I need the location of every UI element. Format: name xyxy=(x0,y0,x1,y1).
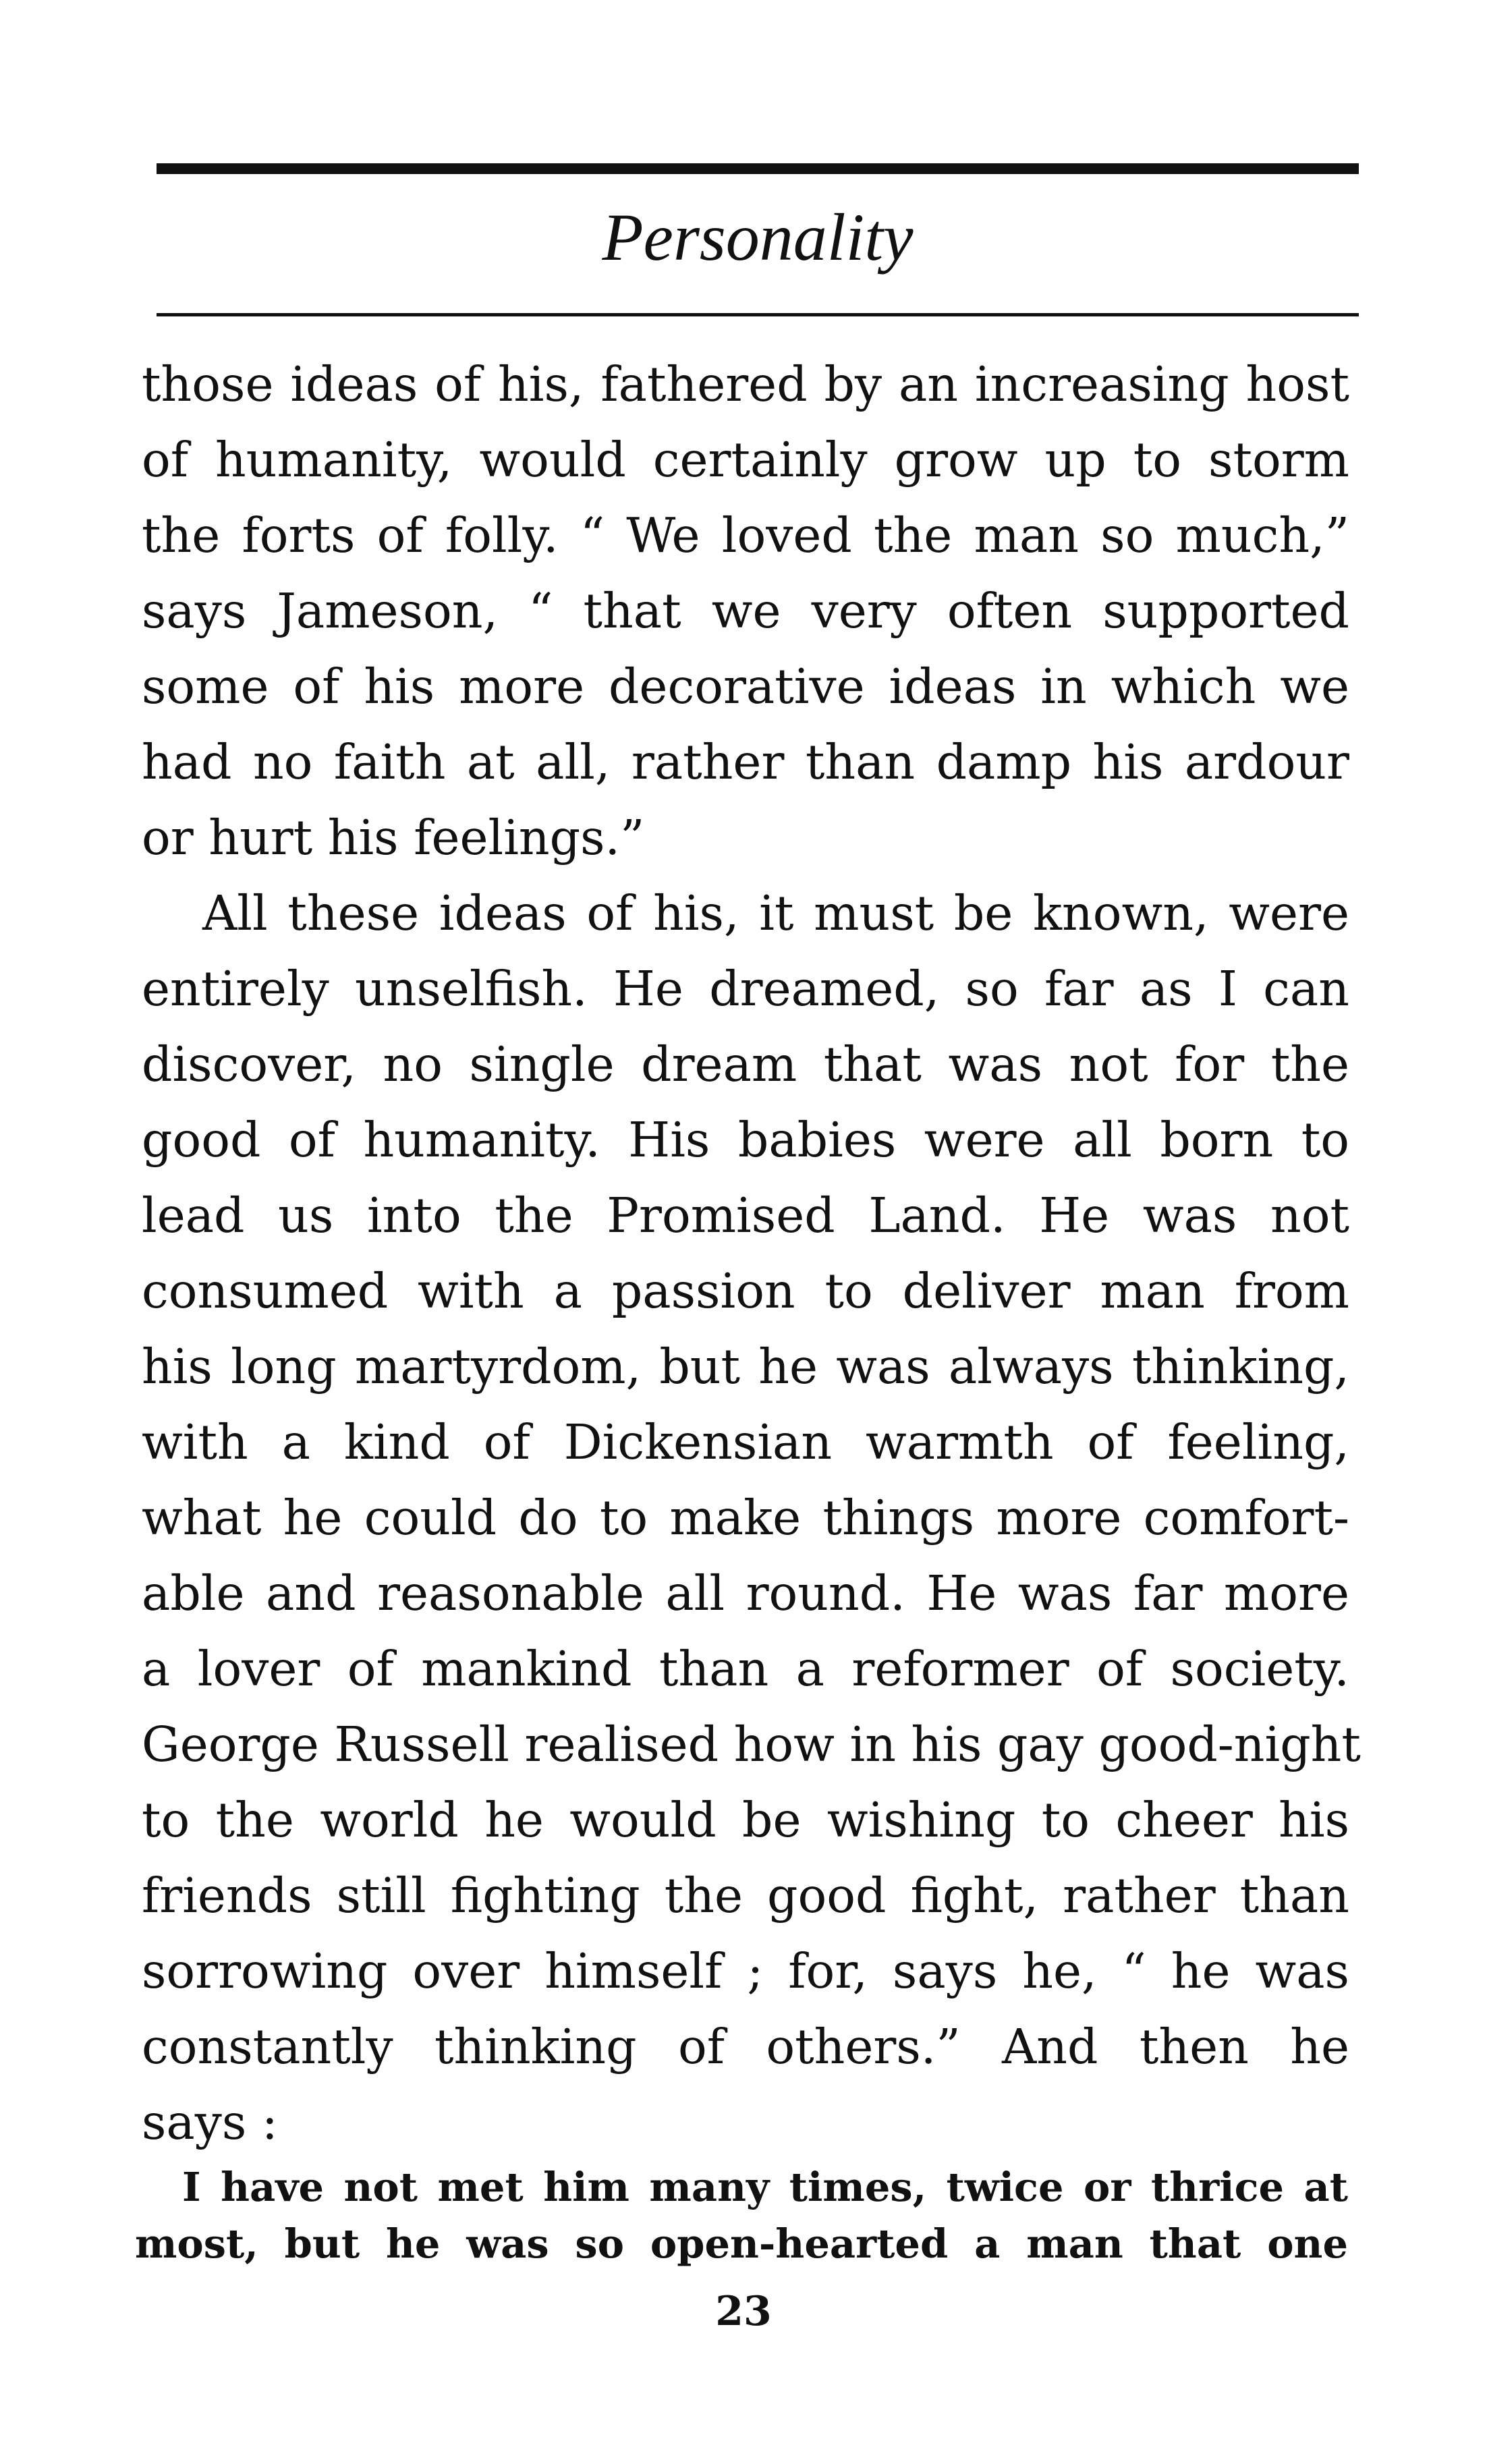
page-number: 23 xyxy=(715,2288,772,2335)
text-line: good of humanity. His babies were all born to xyxy=(142,1112,1349,1168)
text-line: says Jameson, “ that we very often supported xyxy=(142,583,1349,639)
text-line: constantly thinking of others.” And then he xyxy=(142,2019,1349,2075)
text-line: what he could do to make things more comfort- xyxy=(142,1490,1349,1546)
text-line: had no faith at all, rather than damp his ardour xyxy=(142,734,1349,790)
running-title: Personality xyxy=(602,200,914,275)
text-line: some of his more decorative ideas in which we xyxy=(142,659,1349,715)
text-line: of humanity, would certainly grow up to storm xyxy=(142,432,1349,488)
text-line: to the world he would be wishing to cheer his xyxy=(142,1792,1349,1848)
header-rule-bottom xyxy=(157,313,1359,316)
header-rule-top xyxy=(157,163,1359,174)
text-line: discover, no single dream that was not for the xyxy=(142,1036,1349,1092)
text-line: the forts of folly. “ We loved the man so much,” xyxy=(142,507,1349,563)
text-line: his long martyrdom, but he was always thinking, xyxy=(142,1339,1349,1395)
text-line: friends still fighting the good fight, rather than xyxy=(142,1868,1349,1924)
text-line: says : xyxy=(142,2094,278,2150)
text-line: with a kind of Dickensian warmth of feeling, xyxy=(142,1414,1349,1470)
text-line: entirely unselfish. He dreamed, so far as I can xyxy=(142,961,1349,1017)
paragraph-first-line: All these ideas of his, it must be known, were xyxy=(202,885,1349,941)
block-quote-line: most, but he was so open-hearted a man that one xyxy=(135,2220,1348,2267)
text-line: a lover of mankind than a reformer of society. xyxy=(142,1641,1349,1697)
text-line: consumed with a passion to deliver man from xyxy=(142,1263,1349,1319)
block-quote-line: I have not met him many times, twice or thrice at xyxy=(182,2164,1348,2210)
text-line: lead us into the Promised Land. He was not xyxy=(142,1187,1349,1243)
text-line: or hurt his feelings.” xyxy=(142,810,645,866)
text-line: those ideas of his, fathered by an increasing host xyxy=(142,356,1349,412)
text-line: sorrowing over himself ; for, says he, “ he was xyxy=(142,1943,1349,1999)
text-line: George Russell realised how in his gay good-night xyxy=(142,1716,1361,1772)
text-line: able and reasonable all round. He was far more xyxy=(142,1565,1349,1621)
